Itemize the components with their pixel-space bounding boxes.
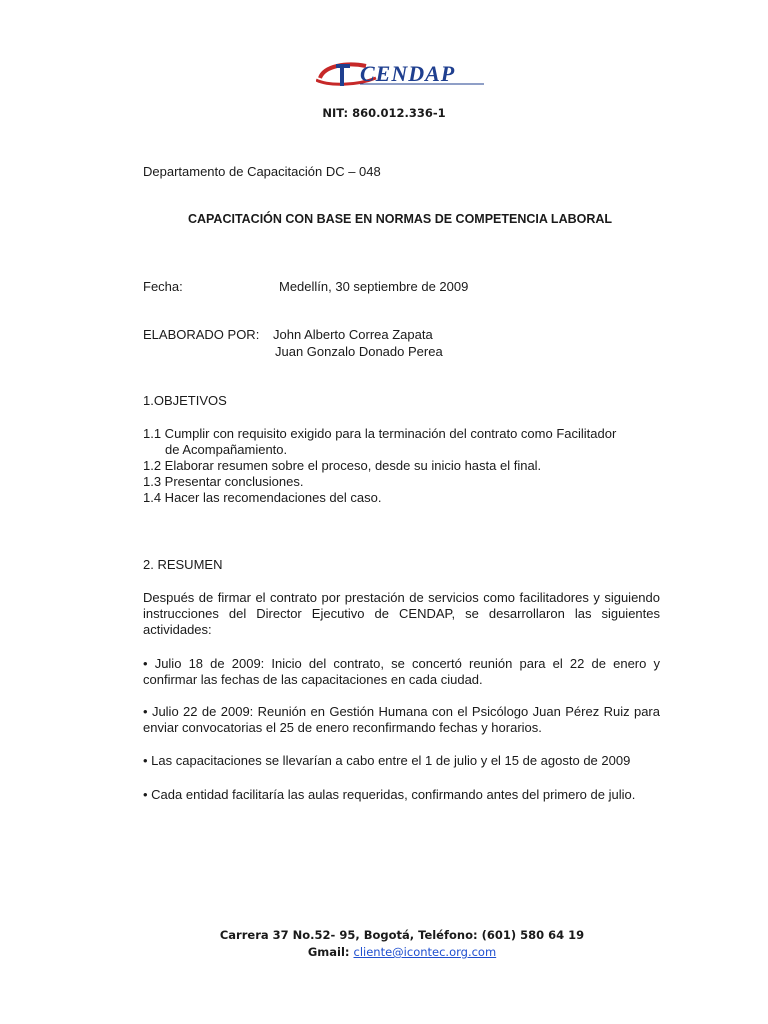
summary-bullet: • Julio 18 de 2009: Inicio del contrato, se concertó reunión para el 22 de enero y confirmar las fechas de las capacitaciones en cada ciudad. <box>143 656 660 687</box>
summary-bullet: • Cada entidad facilitaría las aulas requeridas, confirmando antes del primero de julio. <box>143 787 636 802</box>
summary-intro: Después de firmar el contrato por prestación de servicios como facilitadores y siguiendo instrucciones del Director Ejecutivo de CENDAP, se desarrollaron las siguientes actividades: <box>143 590 660 637</box>
objectives-heading: 1.OBJETIVOS <box>143 393 227 408</box>
date-label: Fecha: <box>143 279 183 294</box>
objective-item-continuation: de Acompañamiento. <box>165 442 288 457</box>
email-label: Gmail: <box>307 945 350 959</box>
logo-text: CENDAP <box>360 61 456 86</box>
objective-item: 1.3 Presentar conclusiones. <box>143 474 304 489</box>
author-name: John Alberto Correa Zapata <box>273 327 433 342</box>
objective-item: 1.2 Elaborar resumen sobre el proceso, desde su inicio hasta el final. <box>143 458 542 473</box>
email-link[interactable]: cliente@icontec.org.com <box>353 945 497 959</box>
cendap-logo <box>316 58 488 92</box>
nit-number: NIT: 860.012.336-1 <box>322 106 446 120</box>
author-name: Juan Gonzalo Donado Perea <box>275 344 443 359</box>
summary-bullet: • Julio 22 de 2009: Reunión en Gestión Humana con el Psicólogo Juan Pérez Ruiz para enviar convocatorias el 25 de enero reconfirmando fechas y horarios. <box>143 704 660 735</box>
date-value: Medellín, 30 septiembre de 2009 <box>279 279 469 294</box>
department-line: Departamento de Capacitación DC – 048 <box>143 164 381 179</box>
document-title: CAPACITACIÓN CON BASE EN NORMAS DE COMPETENCIA LABORAL <box>187 212 613 226</box>
footer-address: Carrera 37 No.52- 95, Bogotá, Teléfono: (601) 580 64 19 <box>219 928 585 942</box>
objective-item: 1.1 Cumplir con requisito exigido para la terminación del contrato como Facilitador <box>143 426 617 441</box>
summary-heading: 2. RESUMEN <box>143 557 223 572</box>
author-label: ELABORADO POR: <box>143 327 260 342</box>
objectives-list <box>143 426 660 506</box>
date-row <box>143 279 183 295</box>
objective-item: 1.4 Hacer las recomendaciones del caso. <box>143 490 382 505</box>
footer-email-line <box>0 945 768 959</box>
summary-bullet: • Las capacitaciones se llevarían a cabo entre el 1 de julio y el 15 de agosto de 2009 <box>143 753 631 768</box>
cendap-logo-mark <box>316 58 488 92</box>
